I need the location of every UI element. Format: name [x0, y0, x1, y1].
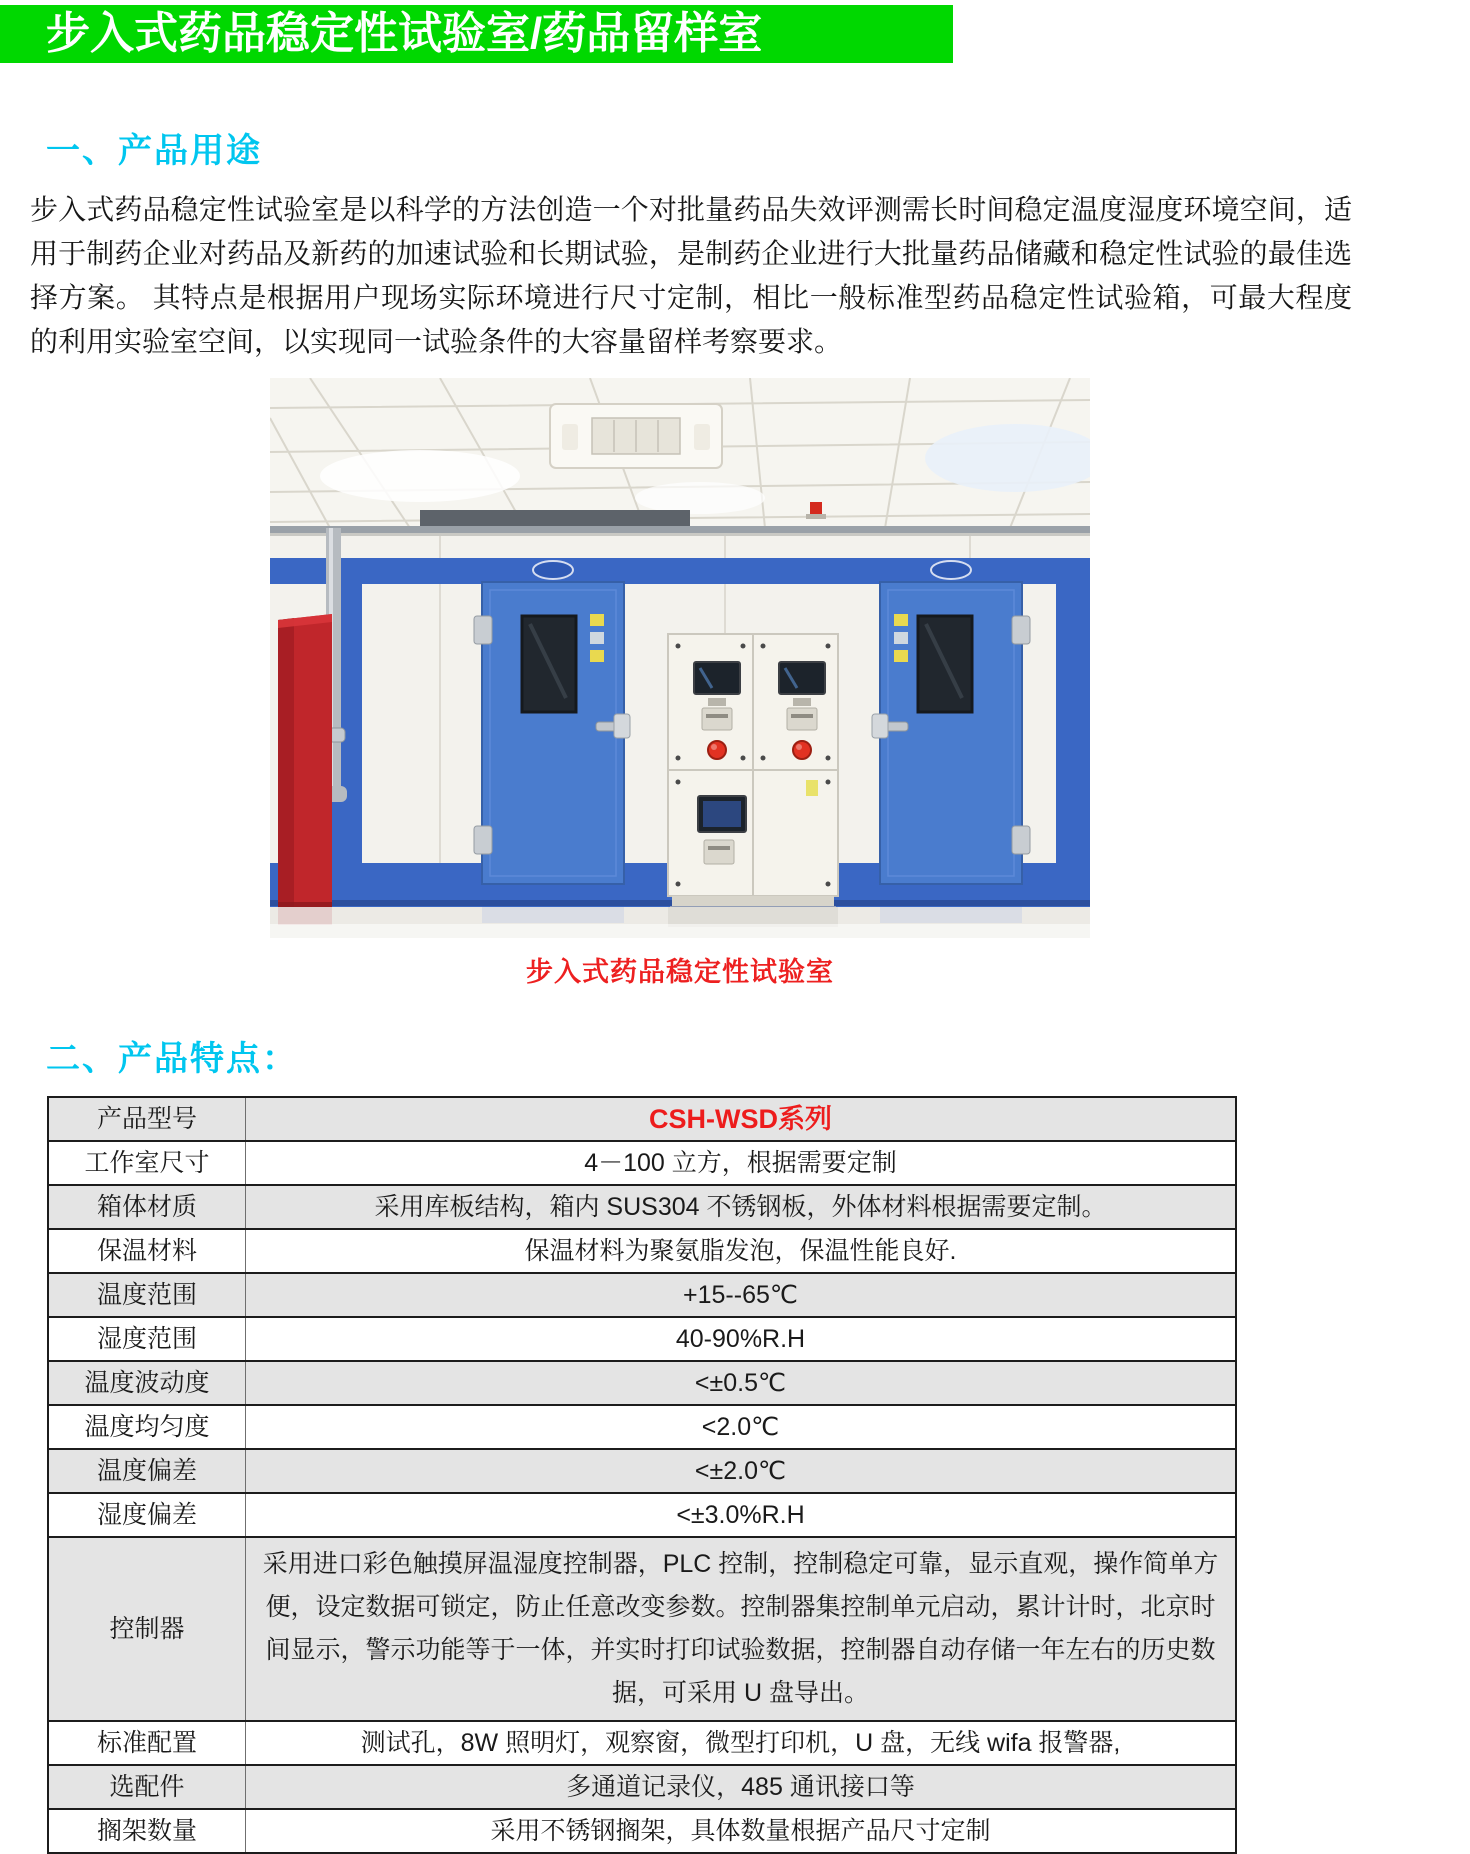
table-row [48, 1405, 1236, 1449]
mini-printer [702, 708, 732, 730]
page [0, 5, 1470, 1854]
table-row [48, 1449, 1236, 1493]
table-row [48, 1765, 1236, 1809]
table-row [48, 1493, 1236, 1537]
spec-label: 产品型号 [48, 1097, 246, 1141]
spec-value: 测试孔，8W 照明灯，观察窗，微型打印机，U 盘，无线 wifa 报警器, [360, 1729, 1121, 1757]
table-row [48, 1185, 1236, 1229]
red-stop-button [793, 741, 811, 759]
spec-value: 40-90%R.H [675, 1325, 806, 1353]
door-handle [872, 714, 888, 738]
table-row [48, 1141, 1236, 1185]
cabinet-plinth [672, 896, 834, 906]
spec-label: 温度波动度 [48, 1361, 246, 1405]
spec-table [47, 1096, 1237, 1854]
panel-label [806, 780, 818, 796]
spec-label: 控制器 [48, 1537, 246, 1721]
ceiling-ac-unit [550, 404, 722, 468]
table-row [48, 1273, 1236, 1317]
spec-label: 标准配置 [48, 1721, 246, 1765]
spec-label: 保温材料 [48, 1229, 246, 1273]
spec-table-body [48, 1097, 1236, 1853]
spec-value: <2.0℃ [701, 1413, 780, 1441]
door-hinge [1012, 616, 1030, 644]
door-label [894, 650, 908, 662]
mini-printer [704, 840, 734, 864]
ceiling-light [635, 482, 765, 514]
table-row [48, 1361, 1236, 1405]
page-title-banner [0, 5, 953, 63]
door-hinge [474, 616, 492, 644]
control-cabinet [668, 634, 838, 912]
spec-value: 4－100 立方，根据需要定制 [584, 1149, 897, 1177]
red-stop-button [708, 741, 726, 759]
door-label [894, 614, 908, 626]
intro-paragraph: 步入式药品稳定性试验室是以科学的方法创造一个对批量药品失效评测需长时间稳定温度湿度环境空间，适用于制药企业对药品及新药的加速试验和长期试验，是制药企业进行大批量药品储藏和稳定性试验的最佳选择方案。 其特点是根据用户现场实际环境进行尺寸定制，相比一般标准型药品稳定性试验箱，可最大程度的利用实验室空间，以实现同一试验条件的大容量留样考察要求。 [30, 194, 1352, 357]
spec-label: 温度范围 [48, 1273, 246, 1317]
spec-label: 温度偏差 [48, 1449, 246, 1493]
spec-label: 湿度偏差 [48, 1493, 246, 1537]
ceiling [270, 378, 1090, 536]
spec-label: 选配件 [48, 1765, 246, 1809]
floor [270, 907, 1090, 938]
ceiling-light [320, 450, 520, 502]
door-label [894, 632, 908, 644]
spec-value: <±2.0℃ [694, 1457, 787, 1485]
table-row [48, 1537, 1236, 1721]
door-handle [614, 714, 630, 738]
section-2-heading: 二、产品特点： [46, 1040, 298, 1078]
photo-caption: 步入式药品稳定性试验室 [526, 957, 834, 987]
touch-screen [694, 662, 740, 694]
spec-value: 保温材料为聚氨脂发泡，保温性能良好. [524, 1237, 957, 1265]
page-title: 步入式药品稳定性试验室/药品留样室 [46, 9, 763, 58]
table-row [48, 1097, 1236, 1141]
red-column [278, 614, 332, 918]
brand-oval-badge [533, 561, 573, 579]
door-label [590, 632, 604, 644]
right-chamber-door [872, 561, 1030, 884]
door-hinge [474, 826, 492, 854]
spec-label: 温度均匀度 [48, 1405, 246, 1449]
door-label [590, 650, 604, 662]
spec-label: 箱体材质 [48, 1185, 246, 1229]
mini-printer [787, 708, 817, 730]
spec-value: +15--65℃ [683, 1281, 798, 1309]
left-chamber-door [474, 561, 630, 884]
spec-value: 采用不锈钢搁架，具体数量根据产品尺寸定制 [490, 1817, 991, 1845]
spec-value: <±0.5℃ [694, 1369, 787, 1397]
section-1-heading: 一、产品用途 [46, 132, 262, 170]
ceiling-vent-recess [420, 510, 690, 526]
right-blue-strip [1056, 558, 1090, 863]
spec-value: 多通道记录仪，485 通讯接口等 [566, 1773, 915, 1801]
door-hinge [1012, 826, 1030, 854]
spec-label: 湿度范围 [48, 1317, 246, 1361]
table-row [48, 1317, 1236, 1361]
spec-value: 采用进口彩色触摸屏温湿度控制器，PLC 控制，控制稳定可靠，显示直观，操作简单方便，设定数据可锁定，防止任意改变参数。控制器集控制单元启动，累计计时，北京时间显示，警示功能等于一体，并实时打印试验数据，控制器自动存储一年左右的历史数据，可采用 U 盘导出。 [262, 1550, 1219, 1707]
table-row [48, 1721, 1236, 1765]
touch-screen [779, 662, 825, 694]
brand-oval-badge [931, 561, 971, 579]
table-row [48, 1809, 1236, 1853]
spec-value: 采用库板结构，箱内 SUS304 不锈钢板，外体材料根据需要定制。 [374, 1193, 1107, 1221]
chamber-photo-illustration [270, 378, 1090, 938]
table-row [48, 1229, 1236, 1273]
spec-value: CSH-WSD系列 [649, 1104, 832, 1134]
spec-label: 搁架数量 [48, 1809, 246, 1853]
door-label [590, 614, 604, 626]
spec-label: 工作室尺寸 [48, 1141, 246, 1185]
product-photo [270, 378, 1090, 938]
spec-value: <±3.0%R.H [676, 1501, 805, 1529]
